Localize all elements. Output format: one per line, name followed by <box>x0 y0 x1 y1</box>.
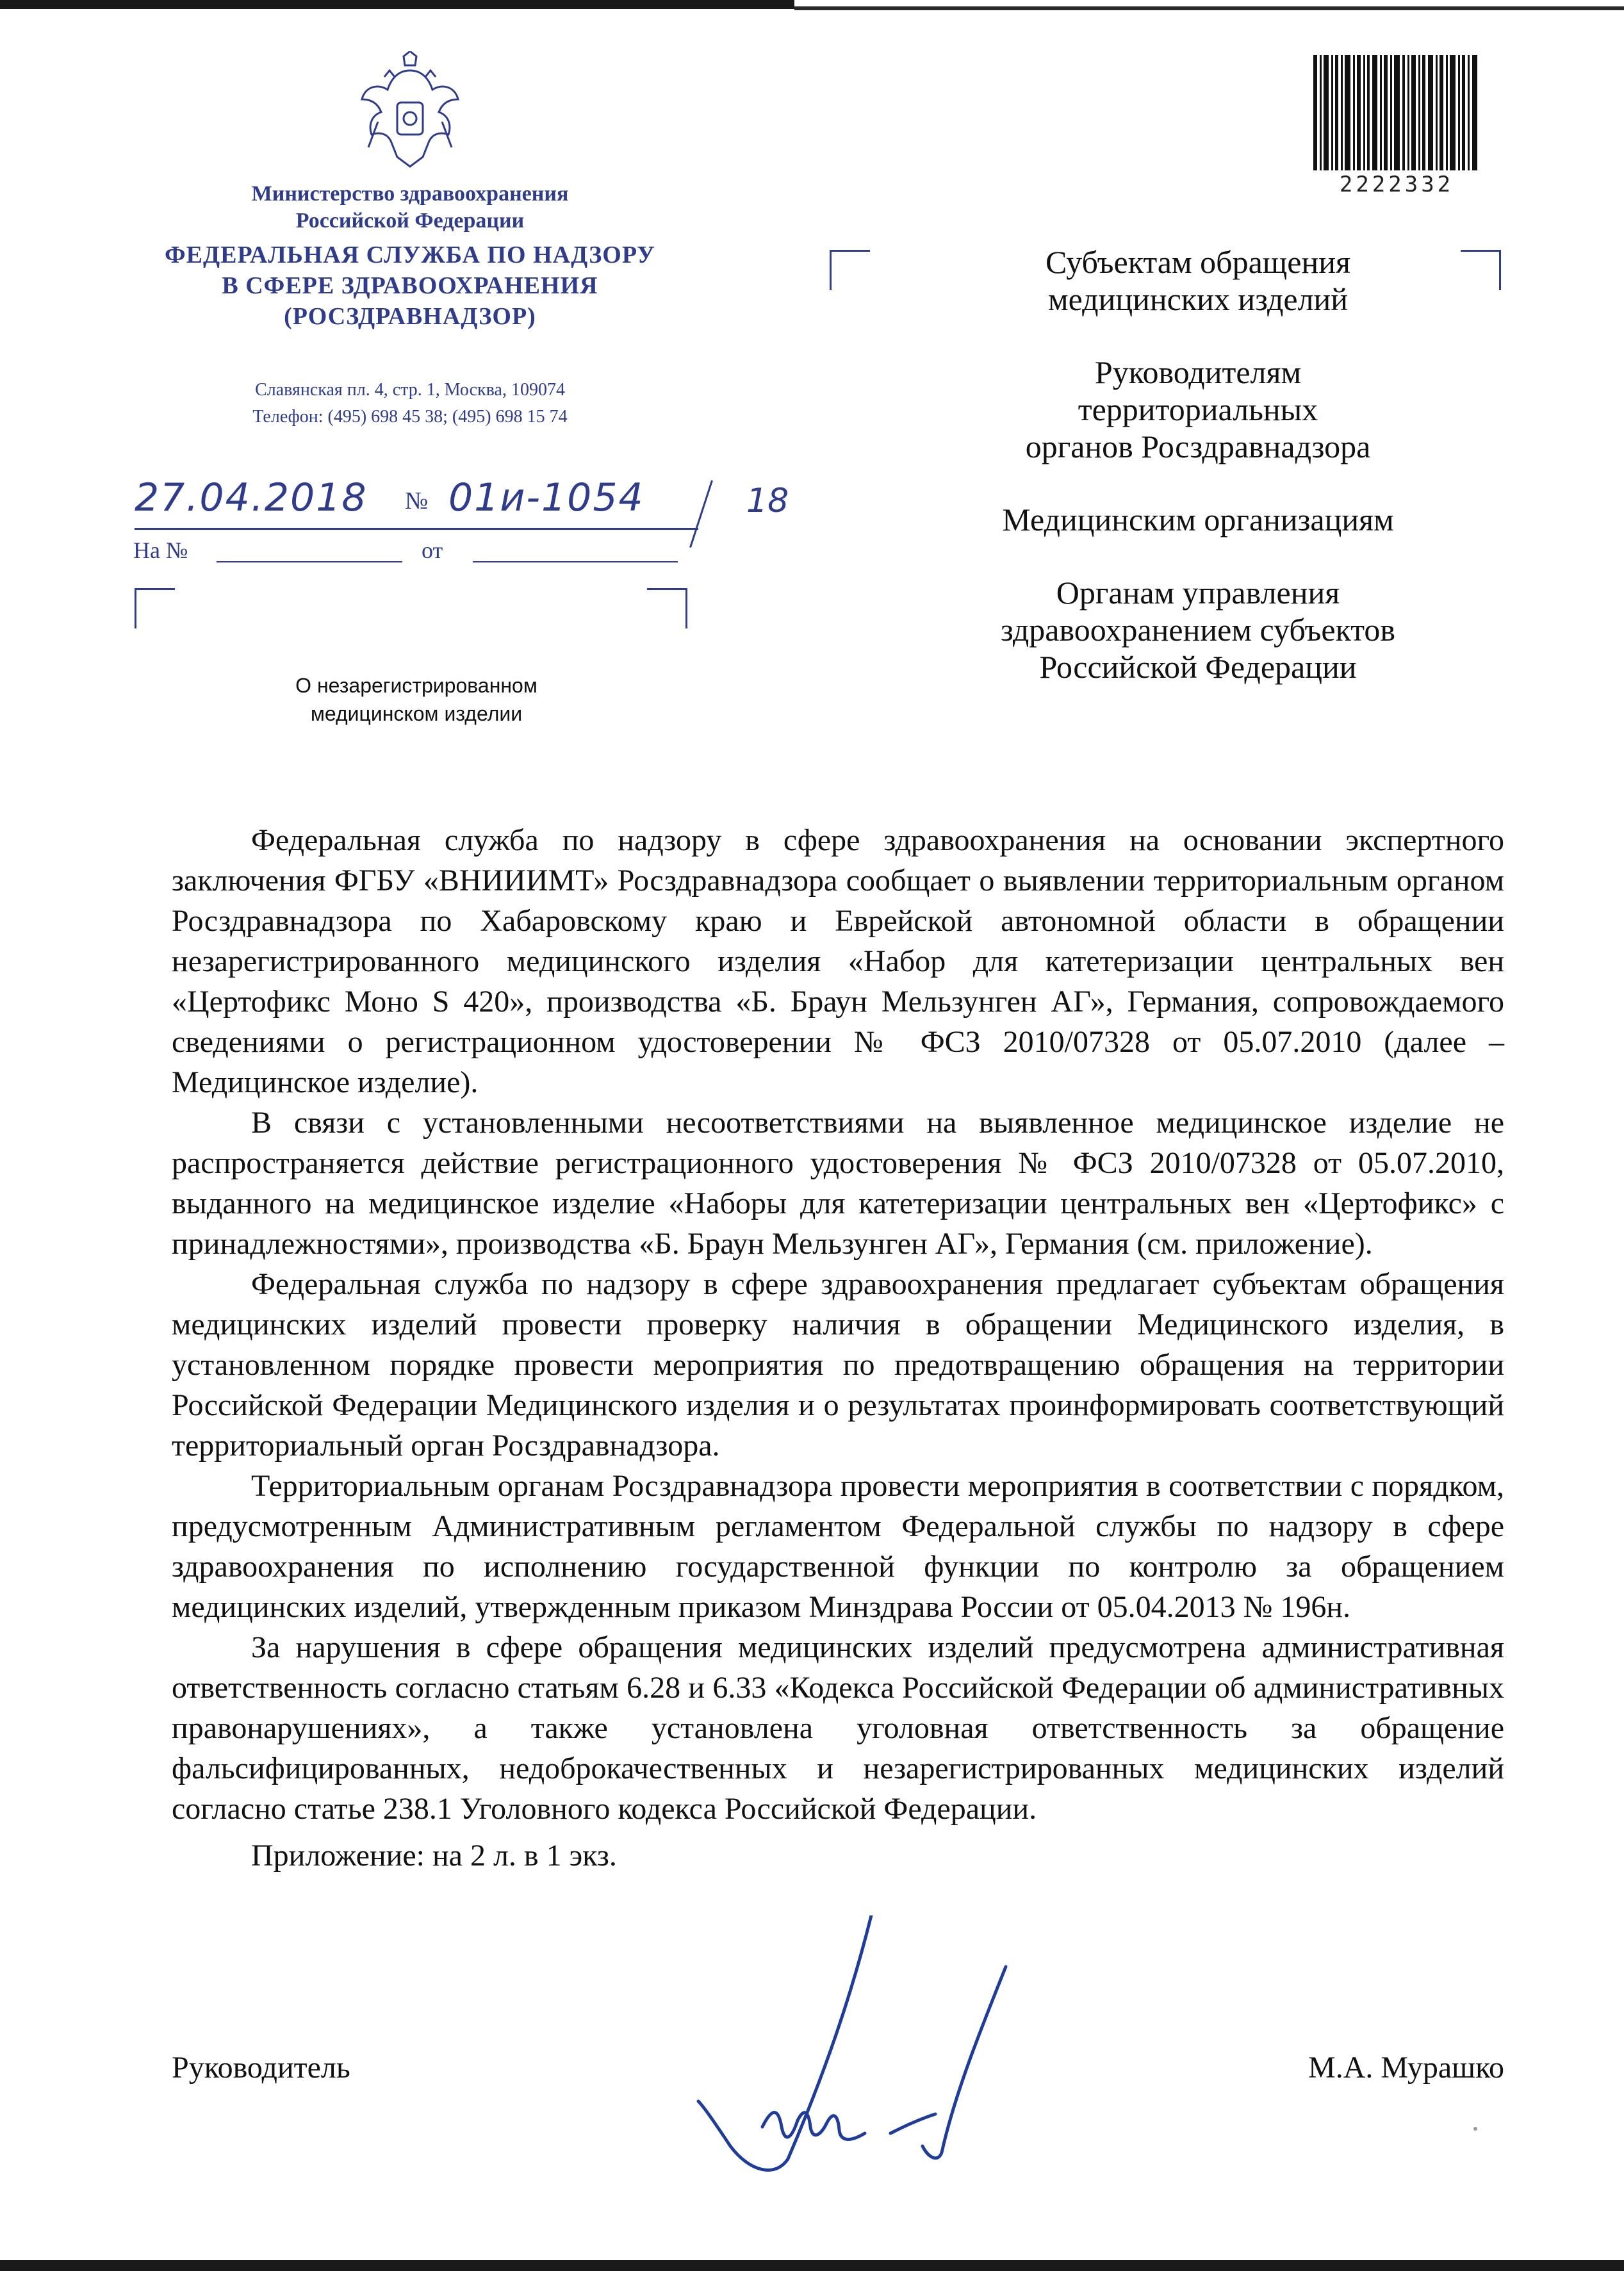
addressee-group <box>910 243 1486 318</box>
registration-no-label: № <box>405 488 429 514</box>
signatory-role: Руководитель <box>172 2051 350 2085</box>
addressee-corner-left <box>830 250 870 290</box>
addressee-line: медицинских изделий <box>1047 281 1349 317</box>
registration-number: 01и-1054 <box>448 475 644 520</box>
addressee-group <box>910 501 1486 538</box>
registration-line <box>135 475 801 539</box>
subject-line-2: медицинском изделии <box>310 702 523 725</box>
registration-suffix: 18 <box>746 482 789 520</box>
ministry-line-2: Российской Федерации <box>295 209 525 233</box>
body-paragraph: Федеральная служба по надзору в сфере здравоохранения предлагает субъектам обращения медицинских изделий провести проверку наличия в обращении Медицинского изделия, в установленном порядке провести мероприятия по предотвращению обращения на территории Российской Федерации Медицинского изделия и о результатах проинформировать соответствующий территориальный орган Росздравнадзора. <box>172 1267 1504 1463</box>
barcode-number: 2222332 <box>1339 172 1454 197</box>
agency-line-1: ФЕДЕРАЛЬНАЯ СЛУЖБА ПО НАДЗОРУ <box>165 242 655 268</box>
addressee-line: органов Росздравнадзора <box>1025 429 1371 464</box>
scan-edge-top <box>0 0 1624 19</box>
barcode-label <box>1249 40 1531 213</box>
body-paragraph: В связи с установленными несоответствиями на выявленное медицинское изделие не распространяется действие регистрационного удостоверения № ФСЗ 2010/07328 от 05.07.2010, выданного на медицинское изделие «Наборы для катетеризации центральных вен «Цертофикс» с принадлежностями», производства «Б. Браун Мельзунген АГ», Германия (см. приложение). <box>172 1106 1504 1261</box>
addressee-block <box>910 243 1486 685</box>
ministry-name <box>154 181 666 234</box>
addressee-line: Органам управления <box>1056 575 1340 611</box>
reference-label: На № <box>133 537 188 563</box>
agency-address <box>154 377 666 430</box>
registration-date: 27.04.2018 <box>135 475 368 520</box>
reference-line <box>133 537 697 569</box>
body-paragraph: Федеральная служба по надзору в сфере здравоохранения на основании экспертного заключения ФГБУ «ВНИИИМТ» Росздравнадзора сообщает о выявлении территориальным органом Росздравнадзора по Хабаровскому краю и Еврейской автономной области в обращении незарегистрированного медицинского изделия «Набор для катетеризации центральных вен «Цертофикс Моно S 420», производства «Б. Браун Мельзунген АГ», Германия, сопровождаемого сведениями о регистрационном удостоверении № ФСЗ 2010/07328 от 05.07.2010 (далее – Медицинское изделие). <box>172 823 1504 1099</box>
addressee-group <box>910 354 1486 465</box>
address-line-2: Телефон: (495) 698 45 38; (495) 698 15 74 <box>252 407 568 427</box>
addressee-line: Руководителям <box>1094 354 1302 390</box>
scan-edge-bottom <box>0 2260 1624 2271</box>
addressee-line: Субъектам обращения <box>1046 244 1350 280</box>
addressee-line: здравоохранением субъектов <box>1000 612 1396 648</box>
addressee-group <box>910 574 1486 685</box>
signatory-name: М.А. Мурашко <box>1308 2051 1504 2085</box>
agency-line-2: В СФЕРЕ ЗДРАВООХРАНЕНИЯ <box>222 272 598 299</box>
letter-body <box>172 820 1504 1876</box>
agency-line-3: (РОСЗДРАВНАДЗОР) <box>284 303 536 330</box>
reference-date-blank <box>473 561 678 562</box>
subject-line-1: О незарегистрированном <box>295 674 537 697</box>
addressee-line: Медицинским организациям <box>1002 502 1394 537</box>
annex-note: Приложение: на 2 л. в 1 экз. <box>251 1839 617 1873</box>
reference-number-blank <box>217 561 402 562</box>
ministry-line-1: Министерство здравоохранения <box>251 182 569 206</box>
addressee-line: Российской Федерации <box>1039 649 1357 685</box>
barcode-icon <box>1313 55 1480 170</box>
reference-from-label: от <box>422 537 443 563</box>
scan-speck <box>1473 2127 1477 2131</box>
coat-of-arms-icon <box>352 51 468 173</box>
signature-row <box>172 2050 1504 2101</box>
subject-corner-right <box>647 588 687 628</box>
addressee-line: территориальных <box>1078 391 1318 427</box>
body-paragraph: Территориальным органам Росздравнадзора провести мероприятия в соответствии с порядком, предусмотренным Административным регламентом Федеральной службы по надзору в сфере здравоохранения по исполнению государственной функции по контролю за обращением медицинских изделий, утвержденным приказом Минздрава России от 05.04.2013 № 196н. <box>172 1469 1504 1624</box>
subject-corner-left <box>135 588 175 628</box>
letter-subject <box>237 671 596 728</box>
body-paragraph: За нарушения в сфере обращения медицинских изделий предусмотрена административная ответственность согласно статьям 6.28 и 6.33 «Кодекса Российской Федерации об административных правонарушениях», а также установлена уголовная ответственность за обращение фальсифицированных, недоброкачественных и незарегистрированных медицинских изделий согласно статье 238.1 Уголовного кодекса Российской Федерации. <box>172 1630 1504 1826</box>
registration-underline <box>135 528 698 530</box>
address-line-1: Славянская пл. 4, стр. 1, Москва, 109074 <box>255 380 565 400</box>
agency-name <box>90 240 730 332</box>
